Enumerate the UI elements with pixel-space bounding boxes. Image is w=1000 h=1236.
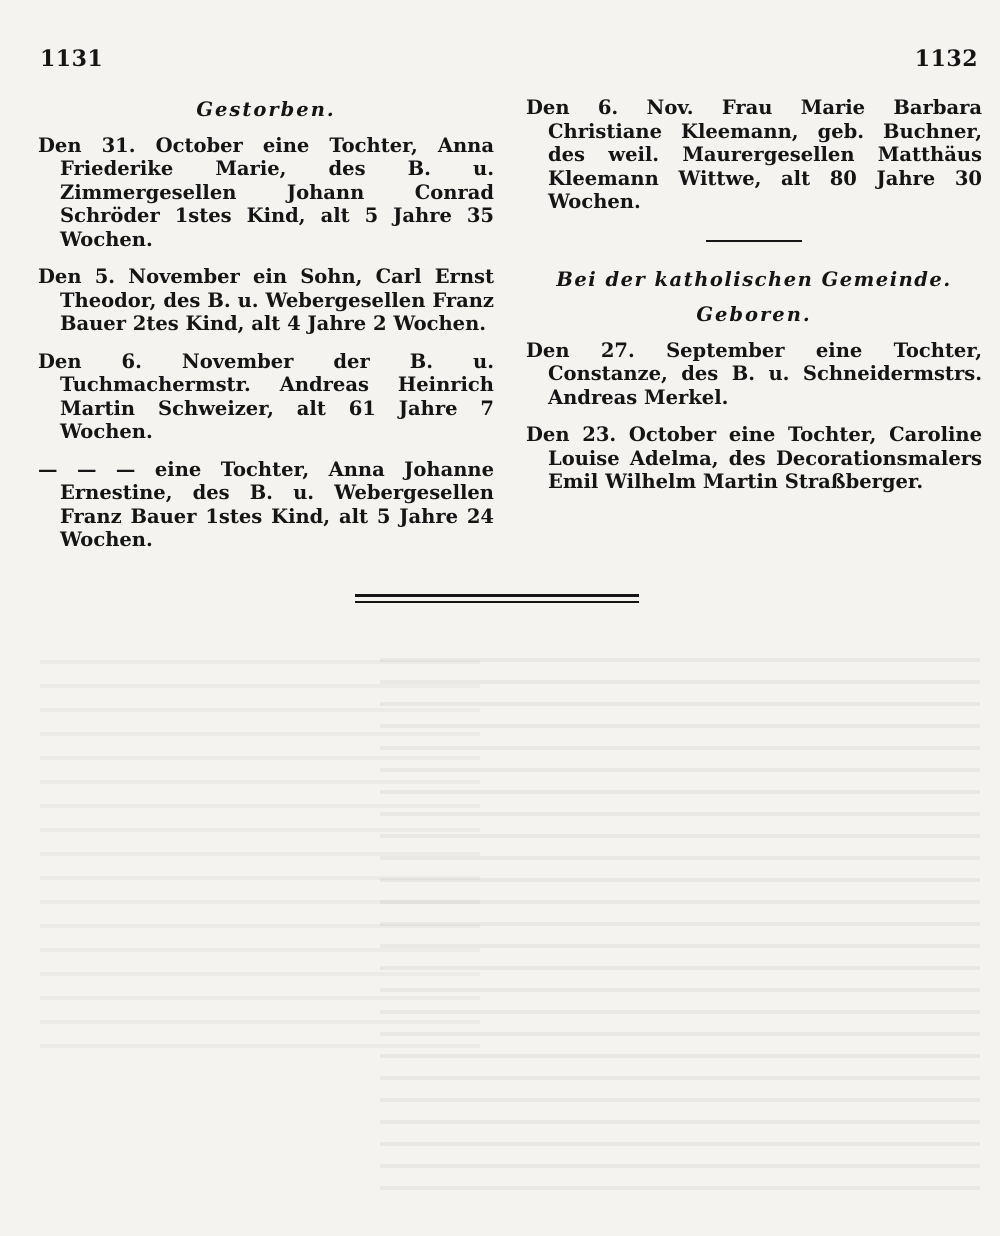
- section-divider: [706, 240, 802, 242]
- birth-entry: Den 27. September eine Tochter, Constanze, des B. u. Schneidermstrs. Andreas Merkel.: [526, 338, 982, 409]
- subheading-births: Geboren.: [696, 303, 812, 326]
- left-column: [38, 96, 494, 566]
- section-heading-catholic: Bei der katholischen Gemeinde.: [556, 267, 952, 291]
- death-entry: Den 6. November der B. u. Tuchmachermstr. Andreas Heinrich Martin Schweizer, alt 61 Jahre 7 Wochen.: [38, 349, 494, 443]
- right-column: [526, 96, 982, 508]
- death-entry: Den 6. Nov. Frau Marie Barbara Christiane Kleemann, geb. Buchner, des weil. Maurergesellen Matthäus Kleemann Wittwe, alt 80 Jahre 30 Wochen.: [526, 96, 982, 213]
- birth-entry: Den 23. October eine Tochter, Caroline Louise Adelma, des Decorationsmalers Emil Wilhelm Martin Straßberger.: [526, 423, 982, 493]
- page-number-right: 1132: [914, 46, 978, 72]
- page-number-left: 1131: [40, 46, 104, 72]
- bleed-through-texture-2: [40, 640, 480, 1060]
- death-entry: — — — eine Tochter, Anna Johanne Ernestine, des B. u. Webergesellen Franz Bauer 1stes Kind, alt 5 Jahre 24 Wochen.: [38, 457, 494, 551]
- double-rule-divider: [355, 594, 639, 603]
- death-entry: Den 31. October eine Tochter, Anna Friederike Marie, des B. u. Zimmergesellen Johann Conrad Schröder 1stes Kind, alt 5 Jahre 35 Wochen.: [38, 133, 494, 251]
- section-heading-deaths: Gestorben.: [196, 98, 336, 121]
- death-entry: Den 5. November ein Sohn, Carl Ernst Theodor, des B. u. Webergesellen Franz Bauer 2tes Kind, alt 4 Jahre 2 Wochen.: [38, 265, 494, 335]
